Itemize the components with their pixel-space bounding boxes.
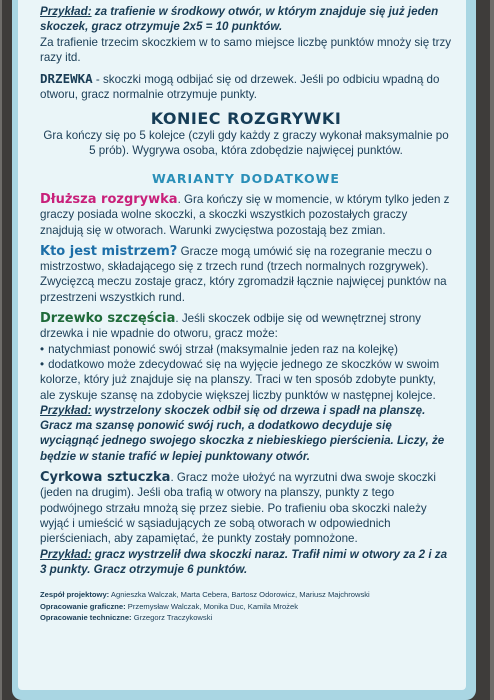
kto-heading: Kto jest mistrzem?: [40, 243, 178, 259]
drzewko-options-list: [40, 342, 452, 403]
cyrk-paragraph: [40, 470, 452, 546]
drzewko-example: [40, 403, 452, 464]
credits: [40, 589, 452, 624]
dluzsza-paragraph: [40, 192, 452, 238]
credits-line: Opracowanie graficzne: Przemysław Walczak, Monika Duc, Kamila Mrożek: [40, 601, 298, 611]
bullet-icon: •: [40, 357, 45, 371]
drzewka-heading: DRZEWKA: [40, 71, 93, 87]
drzewko-intro: . Jeśli skoczek odbije się od wewnętrznej strony drzewka i nie wpadnie do otworu, gracz może:: [40, 312, 421, 341]
credits-line: Zespół projektowy: Agnieszka Walczak, Marta Cebera, Bartosz Odorowicz, Mariusz Majchrowski: [40, 590, 370, 600]
kto-text: Gracze mogą umówić się na rozegranie meczu o mistrzostwo, składającego się z trzech rund (trzech normalnych rozgrywek). Zwycięzcą meczu zostaje gracz, który zgromadził łącznie najwięcej punktów na przestrzeni wszystkich rund.: [40, 244, 447, 304]
example-label: Przykład:: [40, 5, 92, 18]
drzewko-heading: Drzewko szczęścia: [40, 311, 176, 327]
drzewka-text: - skoczki mogą odbijać się od drzewek. Jeśli po odbiciu wpadną do otworu, gracz normalnie otrzymuje punkty.: [40, 73, 440, 102]
drzewka-paragraph: [40, 71, 452, 103]
example-paragraph: [40, 4, 452, 35]
rule-third-paragraph: Za trafienie trzecim skoczkiem w to samo miejsce liczbę punktów mnoży się trzy razy itd.: [40, 35, 452, 64]
cyrk-text: . Gracz może ułożyć na wyrzutni dwa swoje skoczki (jeden na drugim). Jeśli oba trafią w otwory na planszy, punkty z tego podwójnego strzału mnożą się przez siebie. Po trafieniu oba skoczki należy wyjąć i umieścić w sąsiadujących ze sobą otworach w odpowiednich pierścieniach, aby zapamiętać, że punkty zostały pomnożone.: [40, 471, 436, 546]
list-item: • dodatkowo może zdecydować się na wyjęcie jednego ze skoczków w swoim kolorze, który już znajduje się na planszy. Traci w ten sposób zdobyte punkty, ale zyskuje szansę na zdobycie większej liczby punktów w następnej kolejce.: [40, 357, 440, 402]
kto-paragraph: [40, 244, 452, 305]
koniec-heading: KONIEC ROZGRYWKI: [150, 108, 342, 128]
cyrk-example: [40, 547, 452, 578]
example-label: Przykład:: [40, 403, 92, 417]
cyrk-heading: Cyrkowa sztuczka: [40, 470, 171, 486]
dluzsza-text: . Gra kończy się w momencie, w którym tylko jeden z graczy posiada wolne skoczki, a skoczki wszystkich pozostałych graczy znajdują się w otworach. Warunki zwycięstwa pozostają bez zmian.: [40, 192, 450, 237]
cyrk-section: [40, 470, 452, 577]
drzewko-section: [40, 311, 452, 464]
example-label: Przykład:: [40, 547, 92, 561]
dluzsza-heading: Dłuższa rozgrywka: [40, 191, 178, 207]
drzewko-intro-paragraph: [40, 311, 452, 342]
rules-page: [18, 0, 466, 690]
example-text: za trafienie w środkowy otwór, w którym znajduje się już jeden skoczek, gracz otrzymuje 2x5 = 10 punktów.: [40, 5, 439, 34]
credits-line: Opracowanie techniczne: Grzegorz Traczykowski: [40, 613, 213, 623]
koniec-paragraph: Gra kończy się po 5 kolejce (czyli gdy każdy z graczy wykonał maksymalnie po 5 prób). Wygrywa osoba, która zdobędzie najwięcej punktów.: [43, 129, 449, 158]
example-text: wystrzelony skoczek odbił się od drzewa i spadł na planszę. Gracz ma szansę ponowić swój ruch, a dodatkowo decyduje się wyciągnąć jednego swojego skoczka z niebieskiego pierścienia. Liczy, że będzie w stanie trafić w lepiej punktowany otwór.: [40, 403, 445, 463]
list-item: • natychmiast ponowić swój strzał (maksymalnie jeden raz na kolejkę): [40, 342, 398, 356]
bullet-icon: •: [40, 342, 45, 356]
example-text: gracz wystrzelił dwa skoczki naraz. Trafił nimi w otwory za 2 i za 3 punkty. Gracz otrzymuje 6 punktów.: [40, 547, 448, 576]
warianty-heading: WARIANTY DODATKOWE: [152, 170, 340, 186]
